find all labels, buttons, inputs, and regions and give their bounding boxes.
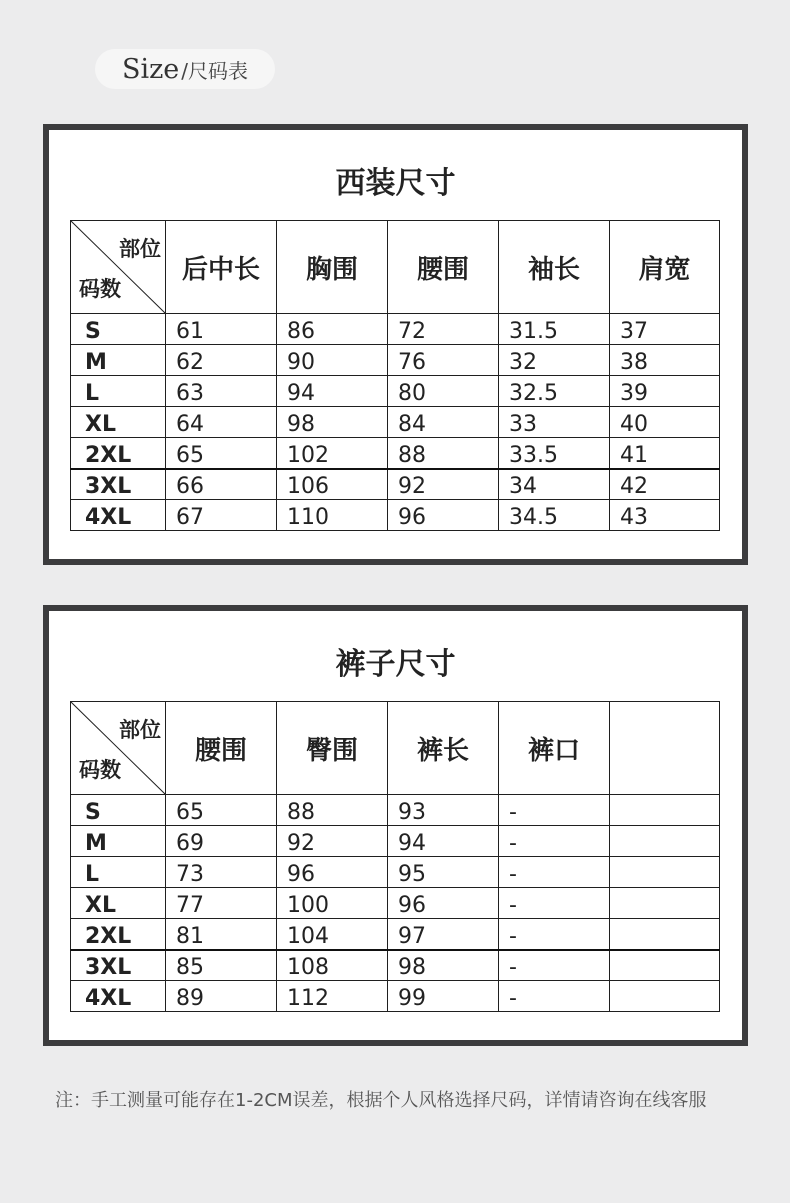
value-cell: 95 bbox=[388, 857, 499, 888]
value-cell: 65 bbox=[166, 795, 277, 826]
size-chart-label bbox=[95, 49, 275, 89]
value-cell: 97 bbox=[388, 919, 499, 950]
value-cell: 86 bbox=[277, 314, 388, 345]
suit-size-title: 西装尺寸 bbox=[335, 166, 456, 201]
value-cell bbox=[610, 795, 720, 826]
value-cell: 99 bbox=[388, 981, 499, 1012]
value-cell: 34.5 bbox=[499, 500, 610, 531]
value-cell: 96 bbox=[388, 500, 499, 531]
column-header: 肩宽 bbox=[610, 221, 720, 314]
value-cell: 93 bbox=[388, 795, 499, 826]
value-cell: 33 bbox=[499, 407, 610, 438]
value-cell: 32 bbox=[499, 345, 610, 376]
value-cell: - bbox=[499, 981, 610, 1012]
value-cell: 92 bbox=[277, 826, 388, 857]
size-cell: XL bbox=[71, 407, 166, 438]
corner-label-size: 码数 bbox=[79, 758, 121, 782]
column-header: 臀围 bbox=[277, 702, 388, 795]
value-cell: 104 bbox=[277, 919, 388, 950]
column-header: 裤长 bbox=[388, 702, 499, 795]
column-header: 后中长 bbox=[166, 221, 277, 314]
pants-size-table bbox=[70, 701, 720, 1012]
value-cell: - bbox=[499, 888, 610, 919]
suit-size-card bbox=[43, 124, 748, 565]
column-header: 裤口 bbox=[499, 702, 610, 795]
value-cell: 112 bbox=[277, 981, 388, 1012]
size-cell: L bbox=[71, 857, 166, 888]
value-cell: - bbox=[499, 795, 610, 826]
value-cell: 96 bbox=[277, 857, 388, 888]
value-cell: 38 bbox=[610, 345, 720, 376]
size-cell: 3XL bbox=[71, 469, 166, 500]
value-cell: 94 bbox=[277, 376, 388, 407]
value-cell: 92 bbox=[388, 469, 499, 500]
value-cell: 31.5 bbox=[499, 314, 610, 345]
value-cell: 37 bbox=[610, 314, 720, 345]
corner-label-part: 部位 bbox=[119, 237, 161, 261]
value-cell: 73 bbox=[166, 857, 277, 888]
value-cell: 34 bbox=[499, 469, 610, 500]
table-row bbox=[71, 438, 720, 469]
column-header: 腰围 bbox=[166, 702, 277, 795]
column-header bbox=[610, 702, 720, 795]
table-row bbox=[71, 345, 720, 376]
value-cell: 80 bbox=[388, 376, 499, 407]
value-cell: 94 bbox=[388, 826, 499, 857]
value-cell: 85 bbox=[166, 950, 277, 981]
value-cell: 88 bbox=[388, 438, 499, 469]
value-cell: 62 bbox=[166, 345, 277, 376]
suit-table-corner-header bbox=[71, 221, 166, 314]
table-row bbox=[71, 888, 720, 919]
corner-label-part: 部位 bbox=[119, 718, 161, 742]
pants-table-corner-header bbox=[71, 702, 166, 795]
value-cell: 41 bbox=[610, 438, 720, 469]
value-cell: 66 bbox=[166, 469, 277, 500]
value-cell: 96 bbox=[388, 888, 499, 919]
value-cell bbox=[610, 981, 720, 1012]
size-cell: XL bbox=[71, 888, 166, 919]
value-cell: 32.5 bbox=[499, 376, 610, 407]
size-cell: S bbox=[71, 314, 166, 345]
value-cell: - bbox=[499, 950, 610, 981]
value-cell: 90 bbox=[277, 345, 388, 376]
value-cell: 64 bbox=[166, 407, 277, 438]
value-cell: 63 bbox=[166, 376, 277, 407]
value-cell: - bbox=[499, 857, 610, 888]
pants-size-card bbox=[43, 605, 748, 1046]
size-cell: S bbox=[71, 795, 166, 826]
value-cell: 110 bbox=[277, 500, 388, 531]
measurement-note: 注：手工测量可能存在1-2CM误差，根据个人风格选择尺码，详情请咨询在线客服 bbox=[55, 1090, 707, 1111]
size-label-en: Size bbox=[121, 53, 180, 85]
value-cell: 72 bbox=[388, 314, 499, 345]
suit-size-table bbox=[70, 220, 720, 531]
table-row bbox=[71, 981, 720, 1012]
value-cell: 106 bbox=[277, 469, 388, 500]
size-cell: 4XL bbox=[71, 500, 166, 531]
value-cell: 100 bbox=[277, 888, 388, 919]
size-cell: 2XL bbox=[71, 438, 166, 469]
value-cell: 89 bbox=[166, 981, 277, 1012]
table-row bbox=[71, 314, 720, 345]
value-cell bbox=[610, 888, 720, 919]
value-cell: 61 bbox=[166, 314, 277, 345]
value-cell: 102 bbox=[277, 438, 388, 469]
size-cell: M bbox=[71, 345, 166, 376]
value-cell: 43 bbox=[610, 500, 720, 531]
value-cell: 77 bbox=[166, 888, 277, 919]
value-cell: 98 bbox=[277, 407, 388, 438]
value-cell: 76 bbox=[388, 345, 499, 376]
corner-label-size: 码数 bbox=[79, 277, 121, 301]
table-row bbox=[71, 950, 720, 981]
value-cell: 84 bbox=[388, 407, 499, 438]
value-cell: 98 bbox=[388, 950, 499, 981]
value-cell: 108 bbox=[277, 950, 388, 981]
value-cell: 81 bbox=[166, 919, 277, 950]
value-cell: 39 bbox=[610, 376, 720, 407]
size-label-zh: /尺码表 bbox=[181, 58, 249, 83]
table-row bbox=[71, 857, 720, 888]
size-cell: M bbox=[71, 826, 166, 857]
value-cell bbox=[610, 950, 720, 981]
value-cell: 88 bbox=[277, 795, 388, 826]
value-cell: 40 bbox=[610, 407, 720, 438]
column-header: 袖长 bbox=[499, 221, 610, 314]
table-row bbox=[71, 469, 720, 500]
table-row bbox=[71, 919, 720, 950]
table-row bbox=[71, 795, 720, 826]
column-header: 胸围 bbox=[277, 221, 388, 314]
size-cell: 3XL bbox=[71, 950, 166, 981]
size-cell: 4XL bbox=[71, 981, 166, 1012]
table-row bbox=[71, 500, 720, 531]
value-cell: 33.5 bbox=[499, 438, 610, 469]
value-cell: 69 bbox=[166, 826, 277, 857]
value-cell: 65 bbox=[166, 438, 277, 469]
value-cell bbox=[610, 919, 720, 950]
value-cell: - bbox=[499, 826, 610, 857]
table-row bbox=[71, 826, 720, 857]
table-row bbox=[71, 407, 720, 438]
value-cell: 42 bbox=[610, 469, 720, 500]
value-cell bbox=[610, 857, 720, 888]
pants-size-title: 裤子尺寸 bbox=[335, 647, 456, 682]
value-cell: 67 bbox=[166, 500, 277, 531]
column-header: 腰围 bbox=[388, 221, 499, 314]
value-cell bbox=[610, 826, 720, 857]
value-cell: - bbox=[499, 919, 610, 950]
size-cell: 2XL bbox=[71, 919, 166, 950]
table-row bbox=[71, 376, 720, 407]
size-cell: L bbox=[71, 376, 166, 407]
